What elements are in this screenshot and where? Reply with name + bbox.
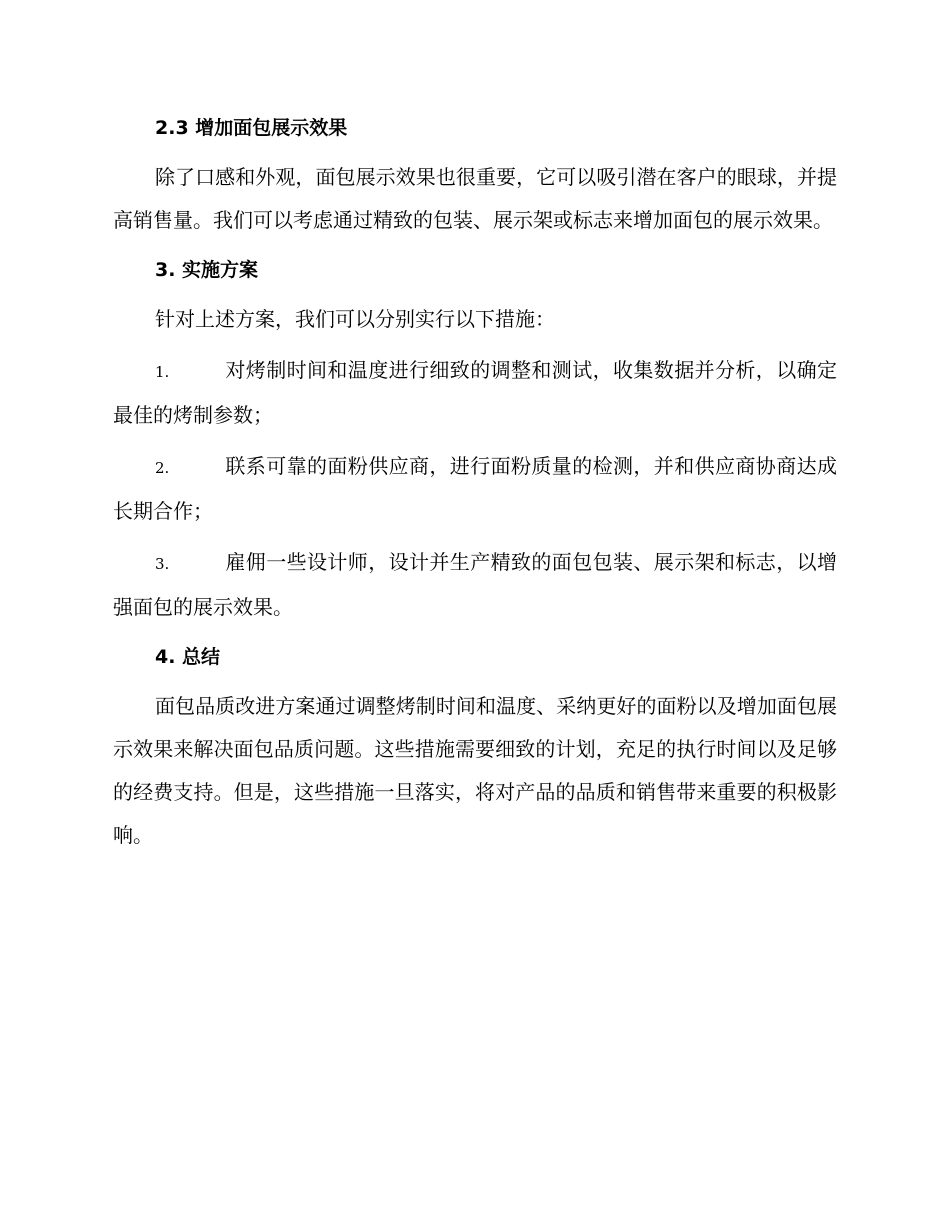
section-heading-2-3: 2.3 增加面包展示效果: [155, 117, 348, 139]
list-item-text: 雇佣一些设计师，设计并生产精致的面包包装、展示架和标志，以增强面包的展示效果。: [113, 550, 837, 619]
list-item: [113, 541, 837, 629]
list-item-number: 1.: [155, 363, 170, 381]
list-item-number: 3.: [155, 555, 170, 573]
section-heading-3: 3. 实施方案: [155, 259, 259, 281]
section-heading-4: 4. 总结: [155, 646, 221, 668]
section-3-intro: 针对上述方案，我们可以分别实行以下措施：: [155, 307, 555, 331]
list-item: [113, 445, 837, 533]
list-item-number: 2.: [155, 459, 170, 477]
list-item-text: 联系可靠的面粉供应商，进行面粉质量的检测，并和供应商协商达成长期合作；: [113, 454, 837, 523]
list-item: [113, 349, 837, 437]
section-4-paragraph: 面包品质改进方案通过调整烤制时间和温度、采纳更好的面粉以及增加面包展示效果来解决面包品质问题。这些措施需要细致的计划，充足的执行时间以及足够的经费支持。但是，这些措施一旦落实，将对产品的品质和销售带来重要的积极影响。: [113, 694, 837, 847]
document-body: [113, 108, 837, 865]
section-2-3-paragraph: 除了口感和外观，面包展示效果也很重要，它可以吸引潜在客户的眼球，并提高销售量。我们可以考虑通过精致的包装、展示架或标志来增加面包的展示效果。: [113, 165, 837, 232]
list-item-text: 对烤制时间和温度进行细致的调整和测试，收集数据并分析，以确定最佳的烤制参数；: [113, 358, 837, 427]
